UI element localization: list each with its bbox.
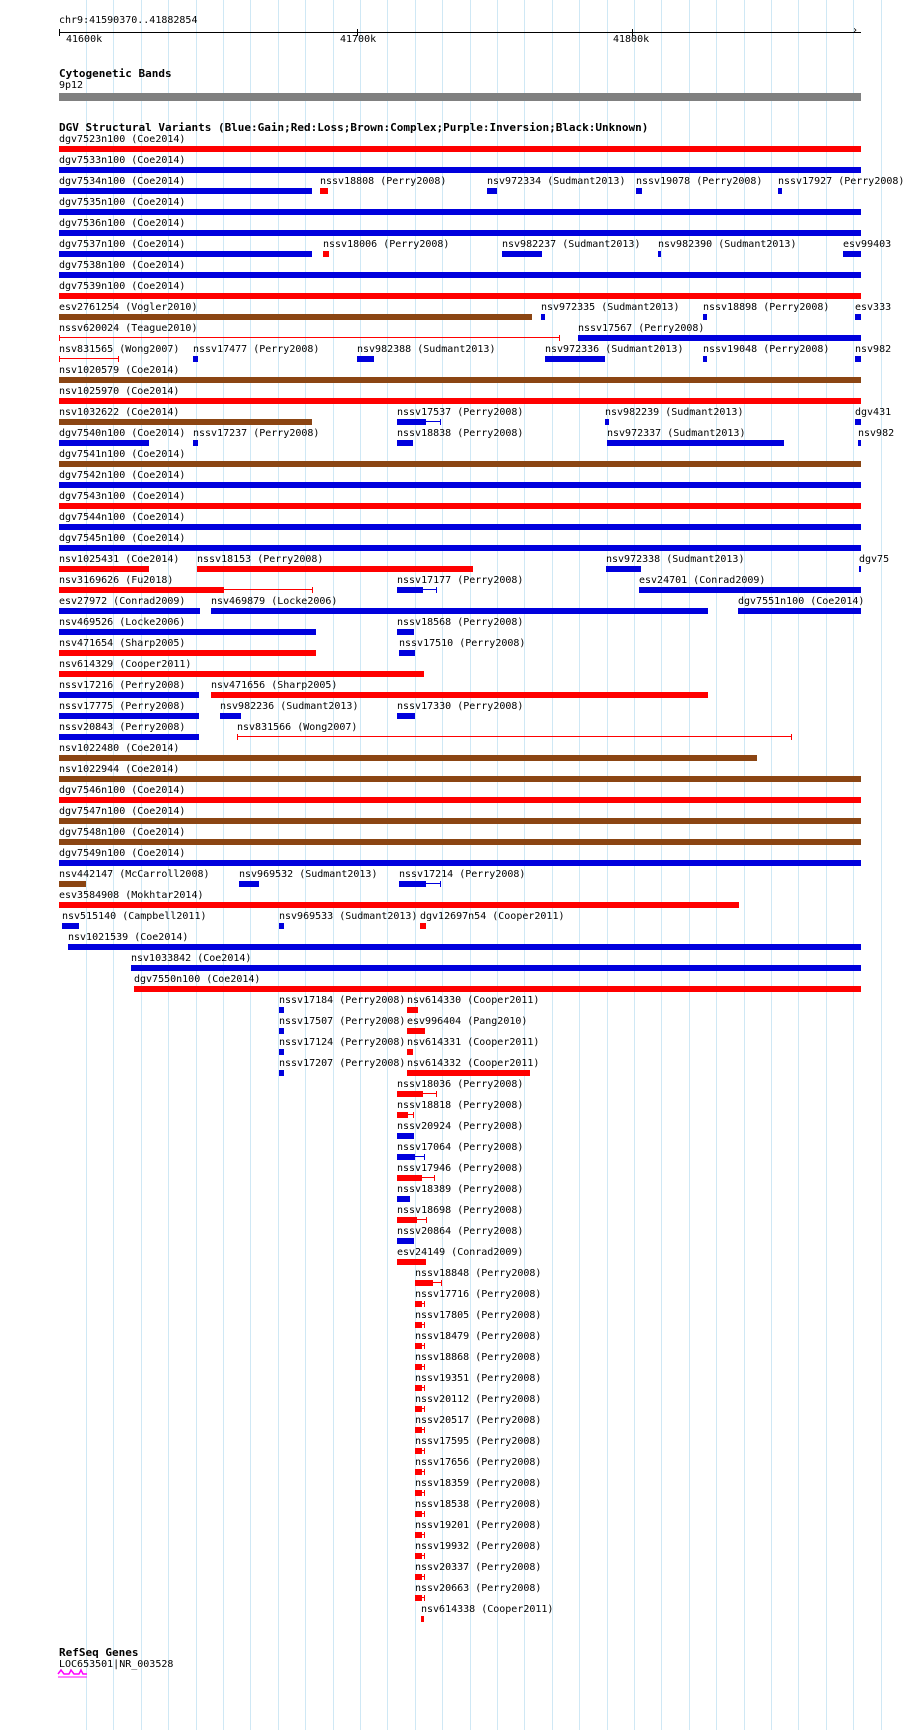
variant-bar[interactable] [211, 692, 708, 698]
variant-bar[interactable] [397, 419, 426, 425]
variant-bar[interactable] [59, 314, 532, 320]
variant-bar[interactable] [59, 377, 861, 383]
variant-label: nssv17537 (Perry2008) [397, 407, 524, 418]
variant-label: nsv982237 (Sudmant2013) [502, 239, 641, 250]
variant-bar[interactable] [636, 188, 642, 194]
variant-bar[interactable] [237, 736, 792, 737]
variant-bar-end [441, 1280, 442, 1286]
variant-bar[interactable] [357, 356, 374, 362]
variant-bar[interactable] [279, 1007, 284, 1013]
variant-bar[interactable] [59, 440, 149, 446]
variant-bar[interactable] [134, 986, 861, 992]
variant-bar[interactable] [858, 440, 861, 446]
variant-label: nssv18389 (Perry2008) [397, 1184, 524, 1195]
variant-label: nssv20517 (Perry2008) [415, 1415, 542, 1426]
variant-bar-end [424, 1406, 425, 1412]
variant-bar-end [424, 1364, 425, 1370]
variant-label: nssv17716 (Perry2008) [415, 1289, 542, 1300]
variant-bar-end [559, 335, 560, 341]
variant-label: nsv972337 (Sudmant2013) [607, 428, 746, 439]
grid-line [881, 0, 882, 1730]
variant-label: nssv17775 (Perry2008) [59, 701, 186, 712]
variant-bar[interactable] [487, 188, 497, 194]
variant-bar[interactable] [415, 1364, 422, 1370]
refseq-gene-label: LOC653501|NR_003528 [59, 1659, 174, 1670]
variant-label: nssv20843 (Perry2008) [59, 722, 186, 733]
variant-label: nssv18868 (Perry2008) [415, 1352, 542, 1363]
variant-label: nssv17946 (Perry2008) [397, 1163, 524, 1174]
variant-bar[interactable] [59, 337, 560, 338]
variant-label: nsv3169626 (Fu2018) [59, 575, 174, 586]
variant-bar-end [424, 1385, 425, 1391]
variant-bar[interactable] [639, 587, 861, 593]
variant-label: nssv19351 (Perry2008) [415, 1373, 542, 1384]
variant-label: dgv7539n100 (Coe2014) [59, 281, 186, 292]
variant-label: nssv17477 (Perry2008) [193, 344, 320, 355]
variant-bar[interactable] [59, 713, 199, 719]
variant-bar[interactable] [68, 944, 861, 950]
variant-bar[interactable] [415, 1490, 422, 1496]
variant-bar-end [434, 1175, 435, 1181]
variant-bar[interactable] [738, 608, 861, 614]
variant-bar[interactable] [415, 1553, 422, 1559]
variant-bar-end [424, 1301, 425, 1307]
variant-label: nsv1025431 (Coe2014) [59, 554, 180, 565]
variant-label: dgv7538n100 (Coe2014) [59, 260, 186, 271]
variant-label: nsv1032622 (Coe2014) [59, 407, 180, 418]
variant-whisker [397, 1156, 425, 1157]
variant-label: nsv1022944 (Coe2014) [59, 764, 180, 775]
variant-label: dgv431 [855, 407, 892, 418]
variant-bar[interactable] [59, 860, 861, 866]
variant-bar[interactable] [59, 398, 861, 404]
variant-label: nsv471656 (Sharp2005) [211, 680, 338, 691]
variant-bar[interactable] [397, 713, 415, 719]
variant-bar[interactable] [399, 881, 426, 887]
variant-label: nsv831566 (Wong2007) [237, 722, 358, 733]
variant-bar[interactable] [855, 314, 861, 320]
variant-label: nssv17237 (Perry2008) [193, 428, 320, 439]
variant-label: nssv17177 (Perry2008) [397, 575, 524, 586]
variant-bar[interactable] [407, 1028, 425, 1034]
variant-bar[interactable] [59, 650, 316, 656]
variant-bar[interactable] [397, 1133, 414, 1139]
variant-label: dgv7533n100 (Coe2014) [59, 155, 186, 166]
variant-label: dgv7551n100 (Coe2014) [738, 596, 865, 607]
variant-label: nssv18153 (Perry2008) [197, 554, 324, 565]
variant-bar[interactable] [59, 692, 199, 698]
variant-bar[interactable] [59, 797, 861, 803]
variant-bar[interactable] [778, 188, 782, 194]
variant-bar[interactable] [502, 251, 542, 257]
variant-bar[interactable] [415, 1406, 422, 1412]
variant-bar[interactable] [59, 524, 861, 530]
variant-label: nsv972338 (Sudmant2013) [606, 554, 745, 565]
variant-label: nssv17656 (Perry2008) [415, 1457, 542, 1468]
variant-label: nsv982388 (Sudmant2013) [357, 344, 496, 355]
variant-whisker [397, 1093, 437, 1094]
variant-bar[interactable] [59, 251, 312, 257]
variant-label: nsv515140 (Campbell2011) [62, 911, 207, 922]
variant-label: dgv7542n100 (Coe2014) [59, 470, 186, 481]
variant-label: nsv469879 (Locke2006) [211, 596, 338, 607]
variant-bar[interactable] [397, 440, 413, 446]
variant-bar-end [424, 1427, 425, 1433]
variant-label: nssv18359 (Perry2008) [415, 1478, 542, 1489]
variant-bar[interactable] [211, 608, 708, 614]
variant-bar-end [59, 356, 60, 362]
variant-label: nssv17064 (Perry2008) [397, 1142, 524, 1153]
variant-bar[interactable] [59, 734, 199, 740]
variant-label: nssv17124 (Perry2008) [279, 1037, 406, 1048]
variant-bar[interactable] [239, 881, 259, 887]
variant-label: dgv7540n100 (Coe2014) [59, 428, 186, 439]
variant-label: esv2761254 (Vogler2010) [59, 302, 198, 313]
variant-label: nssv18568 (Perry2008) [397, 617, 524, 628]
variant-bar-end [424, 1343, 425, 1349]
variant-bar[interactable] [59, 419, 312, 425]
variant-bar[interactable] [193, 440, 198, 446]
variant-label: nsv972334 (Sudmant2013) [487, 176, 626, 187]
variant-bar-end [440, 419, 441, 425]
variant-bar[interactable] [59, 902, 739, 908]
position-label: chr9:41590370..41882854 [59, 15, 198, 26]
variant-label: nsv969533 (Sudmant2013) [279, 911, 418, 922]
variant-bar[interactable] [59, 482, 861, 488]
variant-label: dgv7543n100 (Coe2014) [59, 491, 186, 502]
variant-label: esv24701 (Conrad2009) [639, 575, 766, 586]
variant-label: nssv17216 (Perry2008) [59, 680, 186, 691]
variant-bar[interactable] [415, 1322, 422, 1328]
variant-bar[interactable] [397, 1196, 410, 1202]
variant-label: nsv982239 (Sudmant2013) [605, 407, 744, 418]
variant-label: dgv7541n100 (Coe2014) [59, 449, 186, 460]
variant-label: nssv18538 (Perry2008) [415, 1499, 542, 1510]
variant-label: dgv7536n100 (Coe2014) [59, 218, 186, 229]
variant-bar-end [424, 1532, 425, 1538]
variant-bar-end [59, 335, 60, 341]
ruler-end-arrow: › [852, 25, 859, 36]
variant-bar[interactable] [397, 1259, 426, 1265]
cytoband-label: 9p12 [59, 80, 84, 91]
variant-bar[interactable] [397, 629, 414, 635]
variant-bar[interactable] [703, 356, 707, 362]
variant-bar[interactable] [59, 629, 316, 635]
variant-bar[interactable] [59, 167, 861, 173]
variant-label: dgv7547n100 (Coe2014) [59, 806, 186, 817]
variant-label: nssv18006 (Perry2008) [323, 239, 450, 250]
variant-bar[interactable] [855, 419, 861, 425]
variant-whisker [397, 589, 437, 590]
ruler-tick-label: 41600k [66, 34, 103, 45]
variant-bar[interactable] [415, 1574, 422, 1580]
variant-label: nssv18808 (Perry2008) [320, 176, 447, 187]
ruler-axis [59, 32, 861, 33]
variant-label: nsv1020579 (Coe2014) [59, 365, 180, 376]
variant-bar[interactable] [407, 1049, 413, 1055]
variant-bar-end [424, 1154, 425, 1160]
variant-label: esv996404 (Pang2010) [407, 1016, 528, 1027]
variant-label: nssv17184 (Perry2008) [279, 995, 406, 1006]
variant-label: dgv7537n100 (Coe2014) [59, 239, 186, 250]
variant-label: nssv17805 (Perry2008) [415, 1310, 542, 1321]
variant-label: nssv18036 (Perry2008) [397, 1079, 524, 1090]
variant-label: nssv17507 (Perry2008) [279, 1016, 406, 1027]
variant-label: nsv614329 (Cooper2011) [59, 659, 192, 670]
variant-bar[interactable] [323, 251, 329, 257]
variant-bar-end [426, 1217, 427, 1223]
variant-bar-end [312, 587, 313, 593]
variant-label: dgv7534n100 (Coe2014) [59, 176, 186, 187]
variant-whisker [397, 421, 441, 422]
variant-bar[interactable] [62, 923, 79, 929]
variant-bar[interactable] [397, 587, 423, 593]
variant-label: nsv982 [855, 344, 892, 355]
variant-label: nssv18838 (Perry2008) [397, 428, 524, 439]
variant-label: dgv7548n100 (Coe2014) [59, 827, 186, 838]
dgv-track-title: DGV Structural Variants (Blue:Gain;Red:Loss;Brown:Complex;Purple:Inversion;Black:Unknown) [59, 121, 649, 134]
variant-bar[interactable] [59, 146, 861, 152]
variant-bar[interactable] [397, 1238, 414, 1244]
variant-bar-end [424, 1553, 425, 1559]
refseq-gene-glyph[interactable] [57, 1668, 89, 1680]
variant-bar[interactable] [59, 503, 861, 509]
variant-bar[interactable] [421, 1616, 424, 1622]
variant-label: nssv20663 (Perry2008) [415, 1583, 542, 1594]
variant-bar[interactable] [59, 818, 861, 824]
variant-bar[interactable] [59, 839, 861, 845]
variant-label: nssv17595 (Perry2008) [415, 1436, 542, 1447]
variant-bar[interactable] [131, 965, 861, 971]
variant-label: dgv7545n100 (Coe2014) [59, 533, 186, 544]
variant-whisker [397, 1114, 414, 1115]
variant-bar[interactable] [59, 671, 424, 677]
variant-bar-end [424, 1490, 425, 1496]
variant-label: dgv7544n100 (Coe2014) [59, 512, 186, 523]
variant-label: nsv982236 (Sudmant2013) [220, 701, 359, 712]
variant-bar-end [237, 734, 238, 740]
variant-label: nssv19932 (Perry2008) [415, 1541, 542, 1552]
variant-bar[interactable] [59, 461, 861, 467]
variant-bar-end [424, 1574, 425, 1580]
variant-bar[interactable] [415, 1343, 422, 1349]
variant-bar[interactable] [59, 587, 224, 593]
variant-bar[interactable] [59, 608, 200, 614]
variant-bar[interactable] [397, 1175, 422, 1181]
ruler-tick-label: 41800k [613, 34, 650, 45]
variant-label: nsv614338 (Cooper2011) [421, 1604, 554, 1615]
variant-label: nssv17510 (Perry2008) [399, 638, 526, 649]
variant-bar[interactable] [59, 230, 861, 236]
variant-bar-end [424, 1469, 425, 1475]
variant-label: dgv7523n100 (Coe2014) [59, 134, 186, 145]
variant-label: nssv17207 (Perry2008) [279, 1058, 406, 1069]
variant-label: nsv614331 (Cooper2011) [407, 1037, 540, 1048]
variant-bar-end [440, 881, 441, 887]
variant-bar[interactable] [415, 1280, 433, 1286]
variant-label: nsv972336 (Sudmant2013) [545, 344, 684, 355]
variant-bar-end [118, 356, 119, 362]
variant-whisker [415, 1282, 442, 1283]
variant-bar-end [424, 1511, 425, 1517]
variant-label: nssv20112 (Perry2008) [415, 1394, 542, 1405]
variant-label: dgv12697n54 (Cooper2011) [420, 911, 565, 922]
variant-bar[interactable] [541, 314, 545, 320]
variant-bar-end [424, 1448, 425, 1454]
variant-bar[interactable] [397, 1112, 408, 1118]
cytoband-bar[interactable] [59, 93, 861, 101]
variant-label: dgv7549n100 (Coe2014) [59, 848, 186, 859]
variant-label: esv333 [855, 302, 892, 313]
variant-label: nssv17567 (Perry2008) [578, 323, 705, 334]
variant-label: nssv17927 (Perry2008) [778, 176, 904, 187]
variant-label: nsv982 [858, 428, 895, 439]
variant-bar[interactable] [59, 566, 149, 572]
variant-label: dgv75 [859, 554, 890, 565]
variant-bar-end [424, 1322, 425, 1328]
variant-label: nssv20864 (Perry2008) [397, 1226, 524, 1237]
variant-whisker [399, 883, 441, 884]
variant-bar[interactable] [279, 1049, 284, 1055]
variant-label: esv27972 (Conrad2009) [59, 596, 186, 607]
variant-bar[interactable] [843, 251, 861, 257]
variant-bar[interactable] [703, 314, 707, 320]
variant-whisker [397, 1177, 435, 1178]
variant-label: nsv982390 (Sudmant2013) [658, 239, 797, 250]
variant-bar-end [413, 1112, 414, 1118]
variant-bar[interactable] [855, 356, 861, 362]
variant-bar[interactable] [605, 419, 609, 425]
variant-label: nsv1021539 (Coe2014) [68, 932, 189, 943]
variant-bar[interactable] [59, 272, 861, 278]
variant-label: nsv442147 (McCarroll2008) [59, 869, 210, 880]
variant-bar-end [791, 734, 792, 740]
variant-label: dgv7550n100 (Coe2014) [134, 974, 261, 985]
variant-bar[interactable] [545, 356, 605, 362]
variant-whisker [59, 589, 313, 590]
variant-label: nssv17214 (Perry2008) [399, 869, 526, 880]
variant-bar-end [436, 587, 437, 593]
variant-whisker [397, 1219, 427, 1220]
variant-label: nsv1033842 (Coe2014) [131, 953, 252, 964]
variant-bar[interactable] [279, 1070, 284, 1076]
variant-bar[interactable] [415, 1595, 422, 1601]
variant-label: dgv7535n100 (Coe2014) [59, 197, 186, 208]
variant-label: nsv614330 (Cooper2011) [407, 995, 540, 1006]
variant-bar[interactable] [197, 566, 473, 572]
variant-bar[interactable] [220, 713, 241, 719]
variant-label: nssv18479 (Perry2008) [415, 1331, 542, 1342]
variant-bar[interactable] [59, 755, 757, 761]
variant-bar[interactable] [415, 1511, 422, 1517]
variant-bar[interactable] [399, 650, 415, 656]
variant-bar[interactable] [397, 1154, 415, 1160]
variant-label: nsv1022480 (Coe2014) [59, 743, 180, 754]
variant-bar[interactable] [859, 566, 861, 572]
variant-label: nssv20337 (Perry2008) [415, 1562, 542, 1573]
variant-bar[interactable] [193, 356, 198, 362]
variant-bar[interactable] [59, 209, 861, 215]
variant-label: nssv20924 (Perry2008) [397, 1121, 524, 1132]
variant-label: nssv18898 (Perry2008) [703, 302, 830, 313]
ruler-tick-label: 41700k [340, 34, 377, 45]
variant-label: nsv831565 (Wong2007) [59, 344, 180, 355]
variant-bar[interactable] [59, 545, 861, 551]
variant-bar[interactable] [397, 1217, 417, 1223]
variant-bar[interactable] [415, 1301, 422, 1307]
variant-label: nsv969532 (Sudmant2013) [239, 869, 378, 880]
variant-bar[interactable] [415, 1448, 422, 1454]
variant-label: nssv18848 (Perry2008) [415, 1268, 542, 1279]
variant-bar[interactable] [658, 251, 661, 257]
variant-bar[interactable] [415, 1469, 422, 1475]
variant-label: nssv19201 (Perry2008) [415, 1520, 542, 1531]
variant-label: nssv19078 (Perry2008) [636, 176, 763, 187]
variant-bar[interactable] [415, 1532, 422, 1538]
variant-bar[interactable] [320, 188, 328, 194]
variant-bar[interactable] [607, 440, 784, 446]
variant-label: esv3584908 (Mokhtar2014) [59, 890, 204, 901]
variant-label: esv99403 [843, 239, 892, 250]
variant-label: nssv17330 (Perry2008) [397, 701, 524, 712]
variant-label: nsv972335 (Sudmant2013) [541, 302, 680, 313]
refseq-track-title: RefSeq Genes [59, 1646, 139, 1659]
variant-label: nsv471654 (Sharp2005) [59, 638, 186, 649]
variant-bar[interactable] [397, 1091, 423, 1097]
ruler-tick [59, 29, 60, 36]
variant-bar[interactable] [407, 1070, 530, 1076]
variant-bar[interactable] [59, 881, 86, 887]
variant-label: nsv1025970 (Coe2014) [59, 386, 180, 397]
variant-label: nssv18698 (Perry2008) [397, 1205, 524, 1216]
variant-bar[interactable] [279, 923, 284, 929]
cytobands-track-title: Cytogenetic Bands [59, 67, 172, 80]
variant-bar[interactable] [606, 566, 641, 572]
variant-label: nssv18818 (Perry2008) [397, 1100, 524, 1111]
variant-bar[interactable] [415, 1427, 422, 1433]
variant-bar[interactable] [578, 335, 861, 341]
variant-bar[interactable] [420, 923, 426, 929]
variant-label: nsv469526 (Locke2006) [59, 617, 186, 628]
variant-bar[interactable] [59, 293, 861, 299]
variant-bar[interactable] [407, 1007, 418, 1013]
variant-bar[interactable] [59, 358, 119, 359]
variant-bar[interactable] [279, 1028, 284, 1034]
variant-bar[interactable] [415, 1385, 422, 1391]
variant-bar[interactable] [59, 188, 312, 194]
variant-label: esv24149 (Conrad2009) [397, 1247, 524, 1258]
variant-bar-end [424, 1595, 425, 1601]
variant-label: dgv7546n100 (Coe2014) [59, 785, 186, 796]
variant-bar-end [436, 1091, 437, 1097]
variant-label: nssv620024 (Teague2010) [59, 323, 198, 334]
variant-label: nssv19048 (Perry2008) [703, 344, 830, 355]
variant-bar[interactable] [59, 776, 861, 782]
variant-label: nsv614332 (Cooper2011) [407, 1058, 540, 1069]
